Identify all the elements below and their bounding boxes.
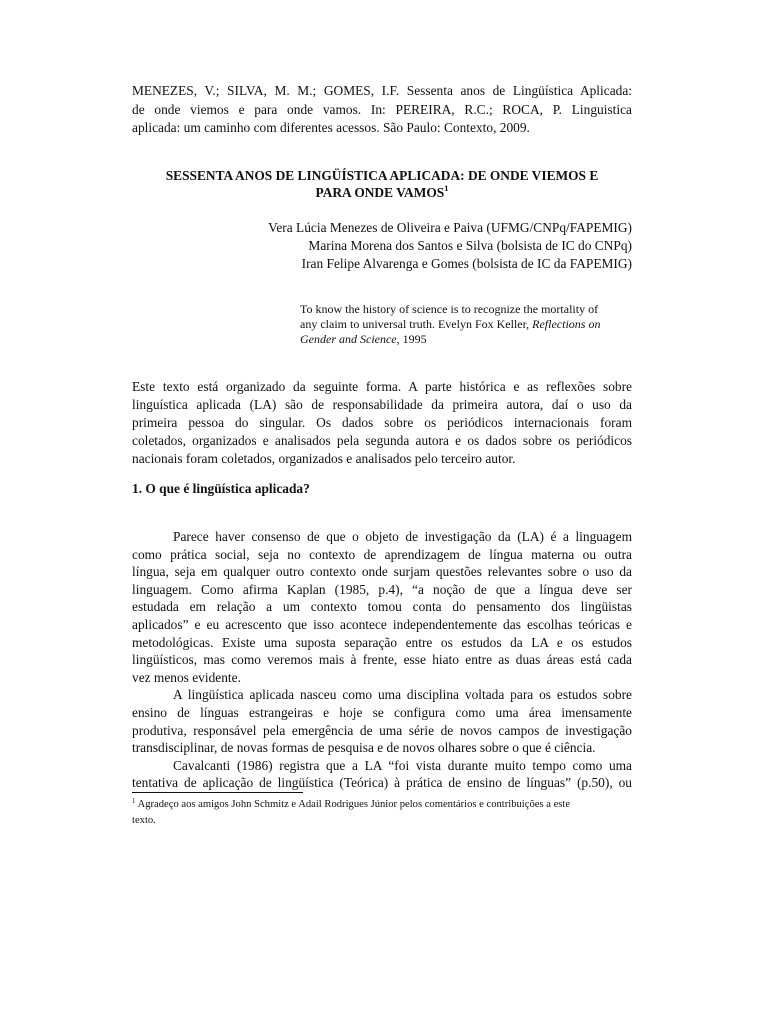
- epigraph-line-1: To know the history of science is to recognize the mortality of: [300, 302, 599, 316]
- body-line: Parece haver consenso de que o objeto de investigação da (LA) é a linguagem: [173, 529, 632, 544]
- body-line: Cavalcanti (1986) registra que a LA “foi vista durante muito tempo como uma: [173, 757, 632, 773]
- author-line: Vera Lúcia Menezes de Oliveira e Paiva (UFMG/CNPq/FAPEMIG): [268, 220, 632, 235]
- citation-line: aplicada: um caminho com diferentes acessos. São Paulo: Contexto, 2009.: [132, 120, 530, 135]
- body-line: linguagem. Como afirma Kaplan (1985, p.4), “a noção de que a língua deve ser: [132, 581, 632, 597]
- intro-paragraph: [132, 378, 632, 468]
- citation: [132, 82, 632, 138]
- footnote-line-2: texto.: [132, 815, 156, 826]
- intro-line: coletados, organizados e analisados pela segunda autora e os dados sobre os periódicos: [132, 433, 632, 448]
- epigraph-line-3: Gender and Science, 1995: [300, 332, 427, 346]
- intro-line: linguística aplicada (LA) são de responsabilidade da primeira autora, daí o uso da: [132, 397, 632, 412]
- title-line-2: PARA ONDE VAMOS$^1$: [315, 183, 449, 200]
- author-line: Iran Felipe Alvarenga e Gomes (bolsista de IC da FAPEMIG): [301, 256, 632, 271]
- intro-line: Este texto está organizado da seguinte forma. A parte histórica e as reflexões sobre: [132, 379, 632, 394]
- body-line: estudada em relação a um contexto tomou conta do pensamento dos lingüistas: [132, 599, 632, 615]
- epigraph-book-title: Reflections on: [532, 317, 601, 331]
- citation-line: de onde viemos e para onde vamos. In: PEREIRA, R.C.; ROCA, P. Linguistica: [132, 101, 632, 117]
- author-list: [132, 219, 632, 273]
- epigraph-book-title-cont: Gender and Science: [300, 332, 397, 346]
- body-line: lingüísticos, mas como veremos mais à frente, esse hiato entre as duas áreas está cada: [132, 652, 632, 668]
- body-line: metodológicas. Existe uma suposta separação entre os estudos da LA e os estudos: [132, 634, 632, 650]
- footnote-line-1: $^1$ Agradeço aos amigos John Schmitz e Adail Rodrigues Júnior pelos comentários e contribuições a este: [132, 797, 571, 810]
- citation-line: MENEZES, V.; SILVA, M. M.; GOMES, I.F. Sessenta anos de Lingüística Aplicada:: [132, 83, 632, 98]
- body-line: como prática social, seja no contexto de aprendizagem de língua materna ou outra: [132, 546, 632, 562]
- body-line: produtiva, responsável pela emergência de uma série de novos campos de investigação: [132, 722, 632, 738]
- footnote-mark: 1: [132, 797, 136, 805]
- body-text: [132, 528, 632, 792]
- intro-line: nacionais foram coletados, organizados e analisados pelo terceiro autor.: [132, 451, 516, 466]
- body-line: aplicados” e eu acrescento que isso acontece independentemente das escolhas teóricas e: [132, 616, 632, 632]
- title-footnote-mark: 1: [444, 183, 449, 193]
- body-line: A lingüística aplicada nasceu como uma disciplina voltada para os estudos sobre: [173, 687, 632, 703]
- author-line: Marina Morena dos Santos e Silva (bolsista de IC do CNPq): [308, 238, 632, 253]
- body-line: vez menos evidente.: [132, 669, 241, 685]
- body-line: língua, seja em qualquer outro contexto onde surjam questões relevantes sobre o uso da: [132, 564, 632, 580]
- body-line: ensino de línguas estrangeiras e hoje se configura como uma área imensamente: [132, 704, 632, 720]
- title-line-1: SESSENTA ANOS DE LINGÜÍSTICA APLICADA: DE ONDE VIEMOS E: [165, 168, 599, 183]
- footnote-separator: [132, 792, 303, 793]
- intro-line: primeira pessoa do singular. Os dados sobre os periódicos internacionais foram: [132, 415, 632, 430]
- body-line: tentativa de aplicação de lingüística (Teórica) à prática de ensino de línguas” (p.50), ou: [132, 775, 632, 791]
- body-line: transdisciplinar, de novas formas de pesquisa e de novos olhares sobre o que é ciência.: [132, 740, 596, 756]
- epigraph: [300, 302, 634, 347]
- section-heading: 1. O que é lingüística aplicada?: [132, 481, 310, 496]
- epigraph-line-2: any claim to universal truth. Evelyn Fox Keller, Reflections on: [300, 317, 601, 331]
- article-title: [132, 167, 632, 201]
- footnote: [132, 797, 632, 829]
